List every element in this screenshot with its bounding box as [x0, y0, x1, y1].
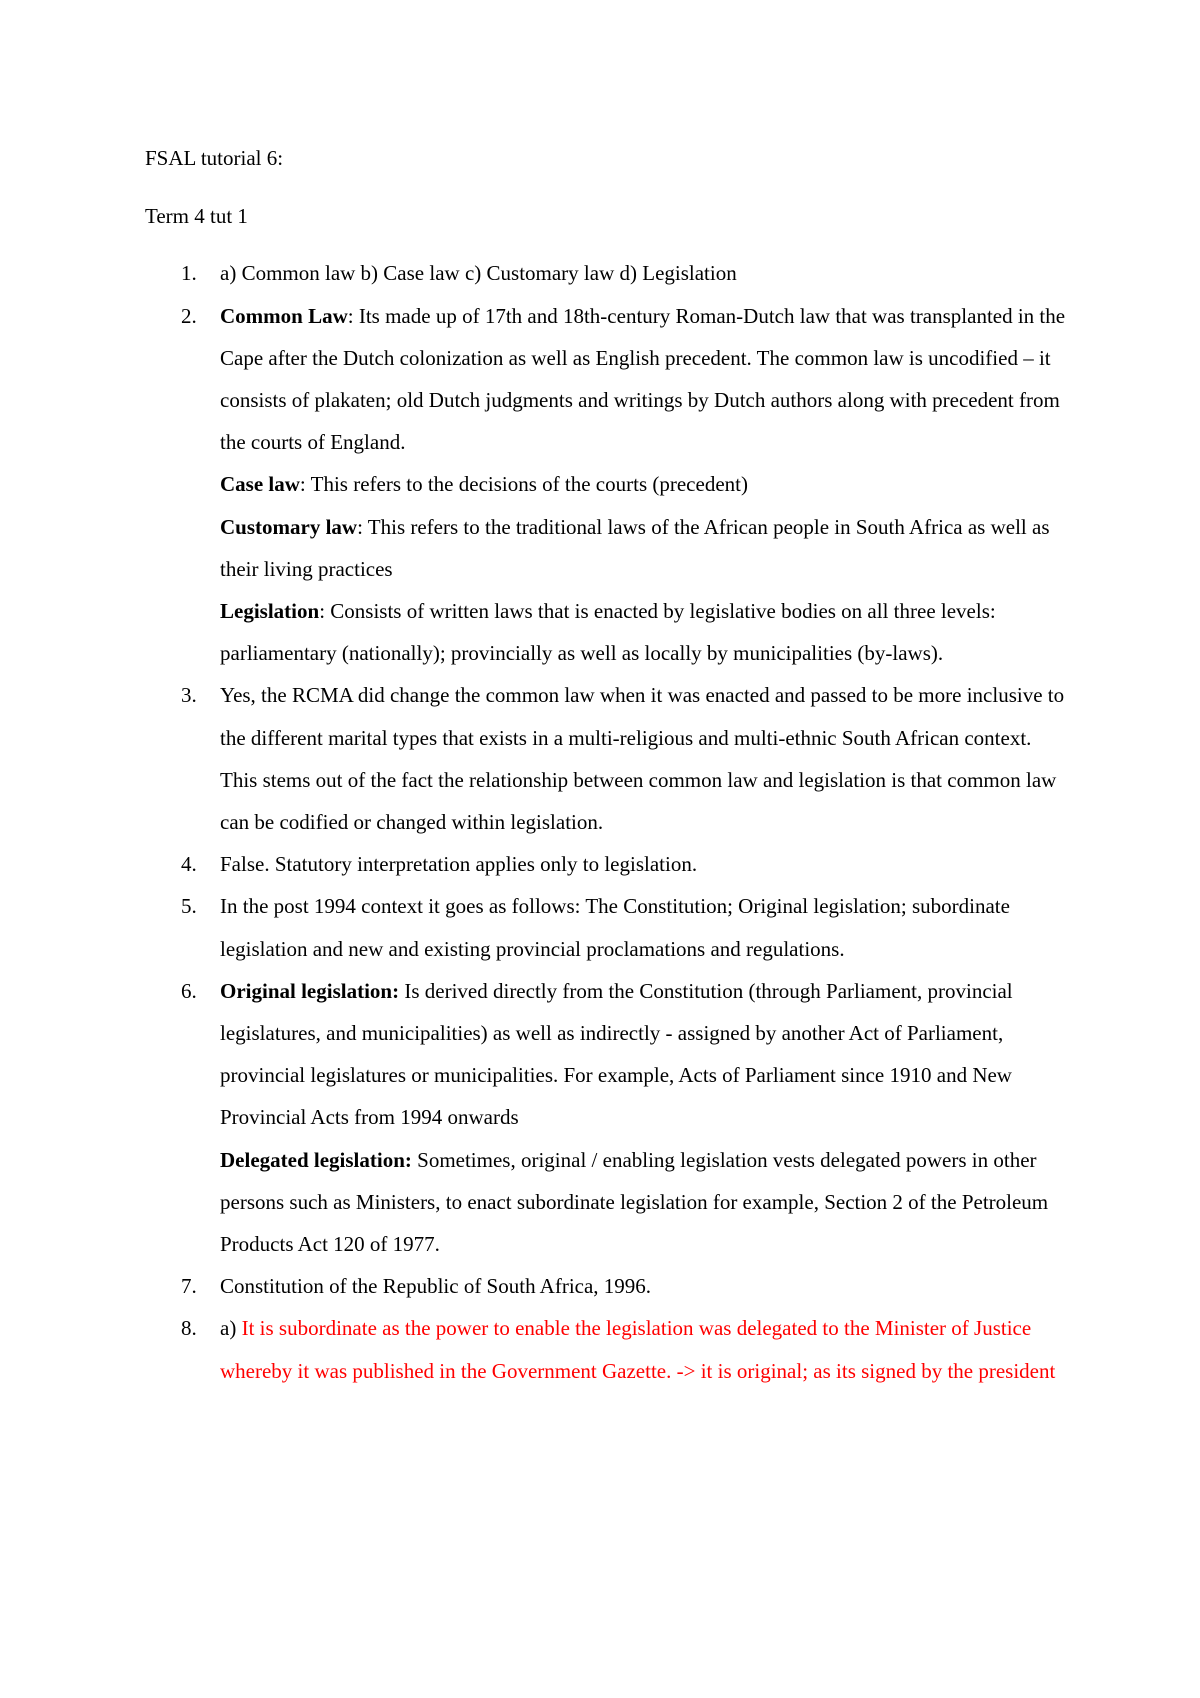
definition-common-law [220, 295, 1067, 464]
term-label: Customary law [220, 514, 358, 539]
list-item-6 [145, 970, 1067, 1265]
answer-list [145, 252, 1067, 1391]
list-item-4 [145, 843, 1067, 885]
term-label: Original legislation: [220, 978, 400, 1003]
item-text: a) Common law b) Case law c) Customary law d) Legislation [220, 261, 737, 286]
list-number: 1. [181, 261, 197, 286]
term-label: Case law [220, 472, 300, 497]
definition-case-law [220, 463, 1067, 505]
list-number: 7. [181, 1274, 197, 1299]
list-item-8 [145, 1307, 1067, 1391]
item-prefix: a) [220, 1316, 242, 1341]
list-item-2 [145, 295, 1067, 675]
list-number: 2. [181, 303, 197, 328]
list-item-1 [145, 252, 1067, 294]
list-item-7 [145, 1265, 1067, 1307]
definition-text: : Its made up of 17th and 18th-century Roman-Dutch law that was transplanted in the Cape after the Dutch colonization as well as English precedent. The common law is uncodified – it consists of plakaten; old Dutch judgments and writings by Dutch authors along with precedent from the courts of England. [220, 303, 1066, 455]
definition-original-legislation [220, 970, 1067, 1139]
document-title: FSAL tutorial 6: [145, 146, 284, 170]
item-text: Constitution of the Republic of South Africa, 1996. [220, 1274, 652, 1299]
term-label: Legislation [220, 599, 320, 624]
definition-legislation [220, 590, 1067, 674]
document-subtitle: Term 4 tut 1 [145, 204, 248, 229]
highlighted-answer: It is subordinate as the power to enable the legislation was delegated to the Minister of Justice whereby it was published in the Government Gazette. -> it is original; as its signed by the president [220, 1316, 1056, 1383]
item-text: In the post 1994 context it goes as follows: The Constitution; Original legislation; subordinate legislation and new and existing provincial proclamations and regulations. [220, 894, 1010, 961]
list-number: 5. [181, 894, 197, 919]
definition-text: : Consists of written laws that is enacted by legislative bodies on all three levels: parliamentary (nationally); provincially as well as locally by municipalities (by-laws). [220, 599, 996, 666]
definition-text: Sometimes, original / enabling legislation vests delegated powers in other persons such as Ministers, to enact subordinate legislation for example, Section 2 of the Petroleum Products Act 120 of 1977. [220, 1147, 1049, 1257]
definition-text: : This refers to the decisions of the courts (precedent) [299, 472, 748, 497]
item-text: False. Statutory interpretation applies only to legislation. [220, 852, 698, 877]
list-item-5 [145, 885, 1067, 969]
term-label: Delegated legislation: [220, 1147, 412, 1172]
definition-delegated-legislation [220, 1139, 1067, 1266]
definition-text: : This refers to the traditional laws of the African people in South Africa as well as their living practices [220, 514, 1050, 581]
document-body [145, 137, 1067, 1392]
list-number: 8. [181, 1316, 197, 1341]
list-number: 3. [181, 683, 197, 708]
list-number: 6. [181, 978, 197, 1003]
term-label: Common Law [220, 303, 348, 328]
item-text: Yes, the RCMA did change the common law when it was enacted and passed to be more inclusive to the different marital types that exists in a multi-religious and multi-ethnic South African context. This stems out of the fact the relationship between common law and legislation is that common law can be codified or changed within legislation. [220, 683, 1065, 835]
definition-customary-law [220, 506, 1067, 590]
list-number: 4. [181, 852, 197, 877]
list-item-3 [145, 674, 1067, 843]
definition-text: Is derived directly from the Constitution (through Parliament, provincial legislatures, and municipalities) as well as indirectly - assigned by another Act of Parliament, provincial legislatures or municipalities. For example, Acts of Parliament since 1910 and New Provincial Acts from 1994 onwards [220, 978, 1013, 1130]
